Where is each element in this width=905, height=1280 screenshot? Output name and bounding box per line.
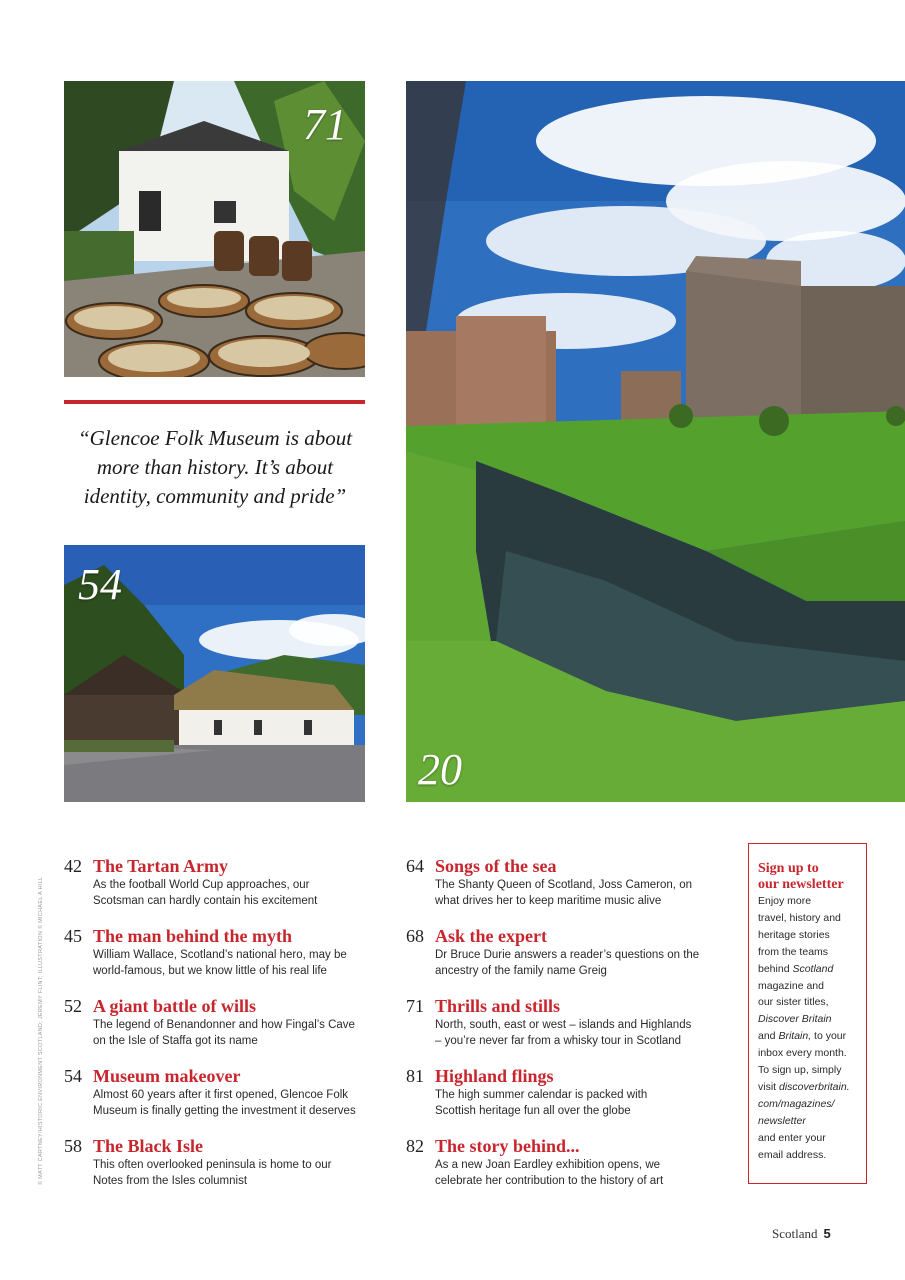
quote-line-1: “Glencoe Folk Museum is about [77, 426, 353, 450]
desc-line: Almost 60 years after it first opened, Glencoe Folk [93, 1089, 349, 1101]
newsletter-title-line: our newsletter [758, 877, 844, 892]
quote-line-2: more than history. It’s about [96, 455, 334, 479]
entry-page: 54 [64, 1066, 82, 1086]
newsletter-line: email address. [758, 1148, 827, 1161]
entry-title: Thrills and stills [435, 996, 561, 1016]
entry-page: 45 [64, 926, 82, 946]
entry-page: 68 [406, 926, 424, 946]
contents-entry[interactable] [406, 1135, 736, 1205]
desc-line: North, south, east or west – islands and Highlands [435, 1019, 692, 1031]
entry-page: 52 [64, 996, 82, 1016]
newsletter-link-line[interactable]: newsletter [758, 1114, 806, 1127]
entry-title: The Tartan Army [93, 856, 229, 876]
desc-line: This often overlooked peninsula is home to our [93, 1159, 332, 1171]
desc-line: – you’re never far from a whisky tour in Scotland [435, 1035, 682, 1047]
entry-description [93, 877, 398, 909]
desc-line: Notes from the Isles columnist [93, 1175, 248, 1187]
entry-description [93, 1157, 398, 1189]
entry-description [93, 1017, 398, 1049]
entry-description [435, 947, 740, 979]
entry-title: Songs of the sea [435, 856, 557, 876]
entry-page: 42 [64, 856, 82, 876]
desc-line: Scotsman can hardly contain his excitement [93, 895, 318, 907]
desc-line: As a new Joan Eardley exhibition opens, we [435, 1159, 661, 1171]
quote-line-3: identity, community and pride” [83, 484, 347, 508]
page-number-71: 71 [303, 100, 347, 149]
entry-title: Highland flings [435, 1066, 554, 1086]
desc-line: celebrate her contribution to the history of art [435, 1175, 664, 1187]
newsletter-line: travel, history and [758, 911, 841, 924]
entry-page: 81 [406, 1066, 424, 1086]
entry-description [93, 947, 398, 979]
contents-entry[interactable] [64, 925, 394, 995]
entry-title: Ask the expert [435, 926, 547, 946]
newsletter-line: from the teams [758, 945, 829, 958]
desc-line: on the Isle of Staffa got its name [93, 1035, 258, 1047]
newsletter-title-line: Sign up to [758, 861, 819, 876]
photo-credit: © MATT CARTNEY/HISTORIC ENVIRONMENT SCOTLAND; JEREMY FLINT; ILLUSTRATION © MICHAEL A HILL [38, 876, 44, 1185]
entry-description [435, 877, 740, 909]
newsletter-line: heritage stories [758, 928, 830, 941]
desc-line: As the football World Cup approaches, our [93, 879, 310, 891]
desc-line: world-famous, but we know little of his real life [93, 965, 327, 977]
entry-description [435, 1087, 740, 1119]
entry-page: 64 [406, 856, 424, 876]
museum-photo [64, 545, 365, 802]
entry-title: A giant battle of wills [93, 996, 257, 1016]
newsletter-link-line[interactable]: com/magazines/ [758, 1097, 835, 1110]
entry-title: Museum makeover [93, 1066, 241, 1086]
desc-line: William Wallace, Scotland’s national hero, may be [93, 949, 347, 961]
entry-page: 58 [64, 1136, 82, 1156]
entry-description [435, 1017, 740, 1049]
entry-page: 82 [406, 1136, 424, 1156]
desc-line: Dr Bruce Durie answers a reader’s questions on the [435, 949, 700, 961]
contents-entry[interactable] [64, 1065, 394, 1135]
contents-entry[interactable] [406, 1065, 736, 1135]
newsletter-line: inbox every month. [758, 1047, 847, 1060]
contents-right-column [406, 855, 736, 1205]
page-number-54: 54 [78, 560, 122, 609]
newsletter-line: Discover Britain [758, 1013, 832, 1026]
entry-description [435, 1157, 740, 1189]
newsletter-line: our sister titles, [758, 996, 829, 1009]
entry-page: 71 [406, 996, 424, 1016]
newsletter-signup-box[interactable] [748, 843, 867, 1184]
entry-title: The story behind... [435, 1136, 580, 1156]
newsletter-link-line[interactable]: visit discoverbritain. [758, 1080, 850, 1093]
entry-description [93, 1087, 398, 1119]
newsletter-line: and Britain, to your [758, 1030, 847, 1043]
castle-photo [406, 81, 905, 802]
desc-line: The Shanty Queen of Scotland, Joss Cameron, on [435, 879, 692, 891]
contents-entry[interactable] [64, 1135, 394, 1205]
folio-number: 5 [823, 1226, 831, 1241]
page-footer [772, 1226, 831, 1242]
newsletter-title [758, 861, 866, 893]
newsletter-line: To sign up, simply [758, 1064, 842, 1077]
entry-title: The man behind the myth [93, 926, 293, 946]
desc-line: Museum is finally getting the investment it deserves [93, 1105, 356, 1117]
contents-entry[interactable] [406, 855, 736, 925]
entry-title: The Black Isle [93, 1136, 204, 1156]
desc-line: ancestry of the family name Greig [435, 965, 607, 977]
distillery-photo [64, 81, 365, 377]
contents-entry[interactable] [406, 995, 736, 1065]
pull-quote [56, 424, 374, 511]
contents-entry[interactable] [64, 995, 394, 1065]
newsletter-line: and enter your [758, 1131, 826, 1144]
desc-line: Scottish heritage fun all over the globe [435, 1105, 631, 1117]
quote-divider [64, 400, 365, 404]
newsletter-body [758, 893, 866, 1164]
desc-line: The high summer calendar is packed with [435, 1089, 648, 1101]
newsletter-line: magazine and [758, 979, 824, 992]
contents-entry[interactable] [406, 925, 736, 995]
newsletter-line: Enjoy more [758, 895, 812, 907]
magazine-name: Scotland [772, 1226, 818, 1241]
desc-line: what drives her to keep maritime music alive [435, 895, 662, 907]
contents-entry[interactable] [64, 855, 394, 925]
newsletter-line: behind Scotland [758, 962, 834, 975]
contents-left-column [64, 855, 394, 1205]
desc-line: The legend of Benandonner and how Fingal’s Cave [93, 1019, 355, 1031]
page-number-20: 20 [418, 745, 462, 794]
